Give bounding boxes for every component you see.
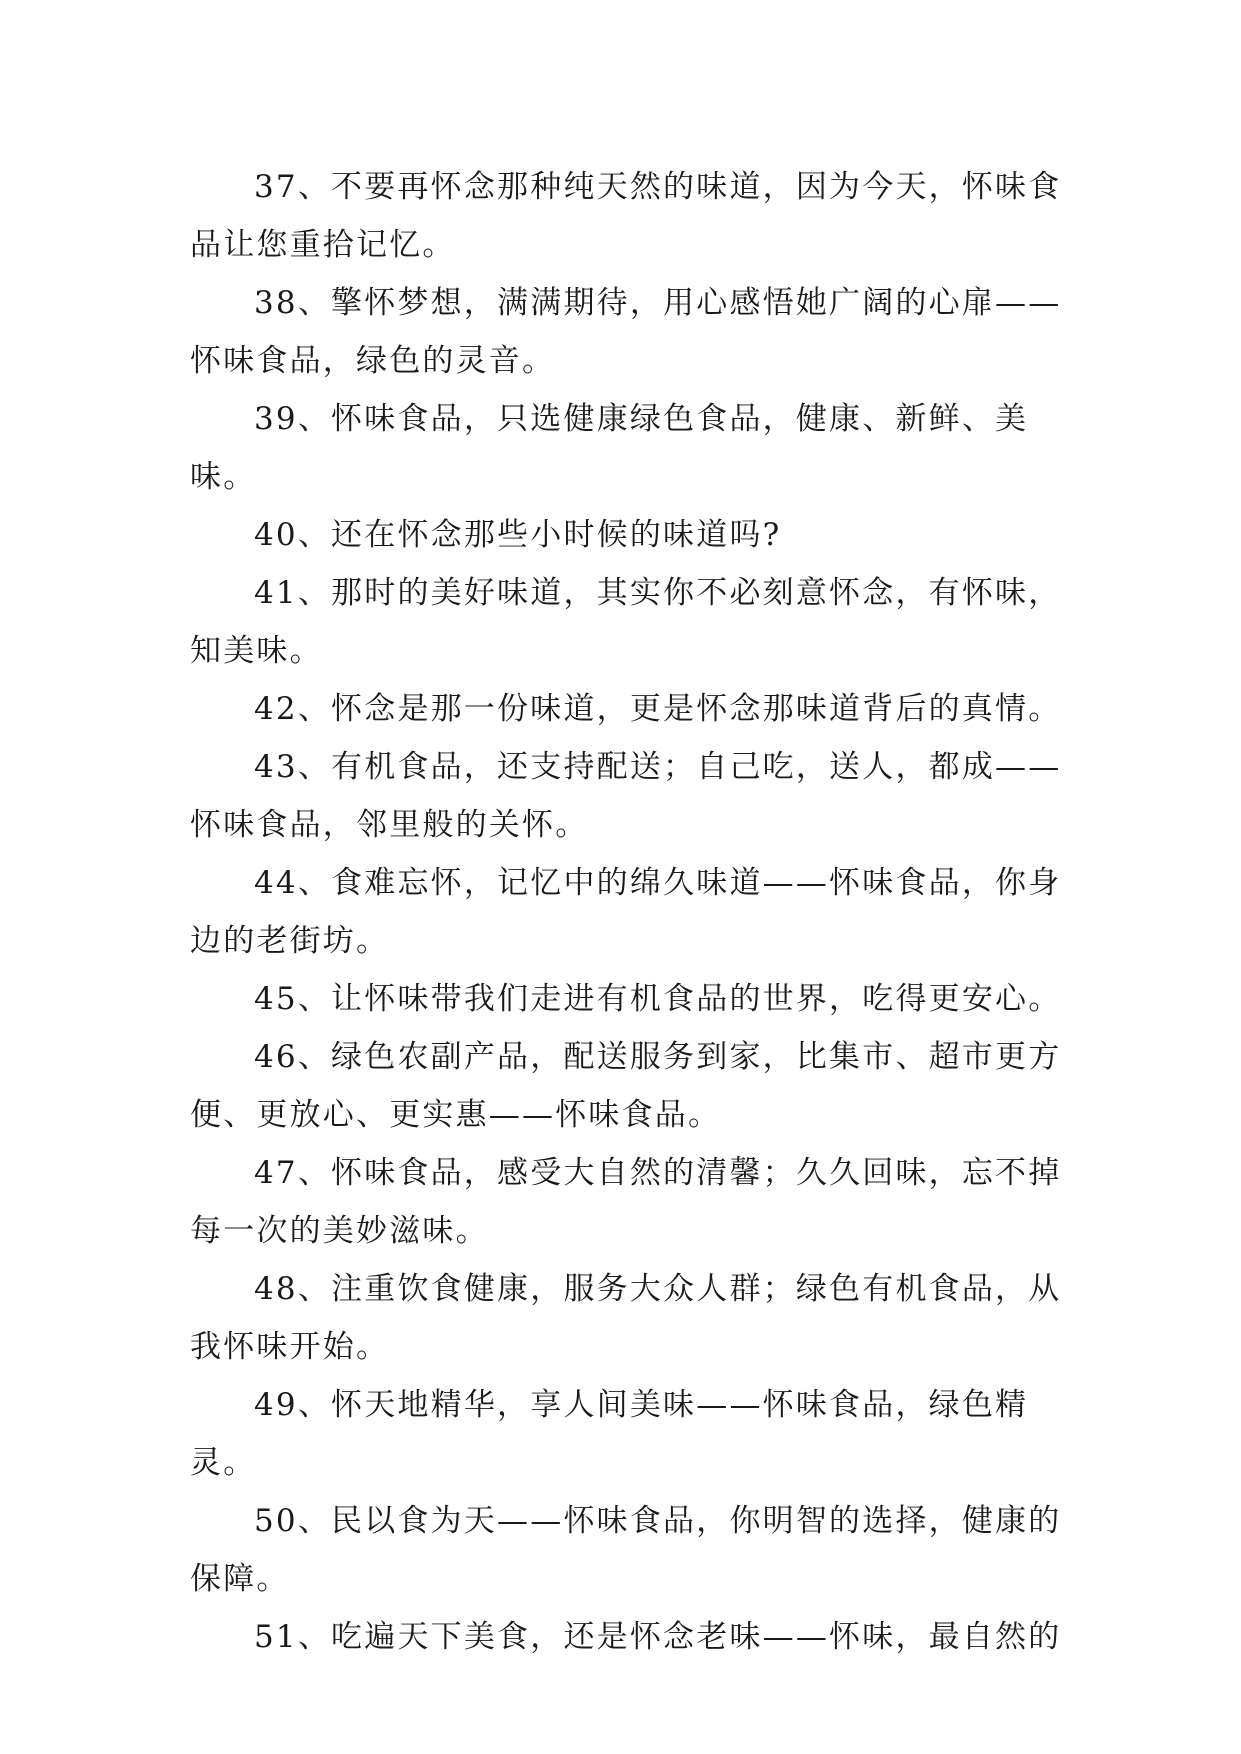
paragraph-46: 46、绿色农副产品，配送服务到家，比集市、超市更方便、更放心、更实惠——怀味食品。 <box>190 1039 1062 1133</box>
paragraph-38: 38、擎怀梦想，满满期待，用心感悟她广阔的心扉——怀味食品，绿色的灵音。 <box>190 285 1062 379</box>
paragraph-37: 37、不要再怀念那种纯天然的味道，因为今天，怀味食品让您重拾记忆。 <box>190 169 1062 263</box>
document-body <box>190 158 1070 1666</box>
paragraph-48: 48、注重饮食健康，服务大众人群；绿色有机食品，从我怀味开始。 <box>190 1271 1062 1365</box>
paragraph-50: 50、民以食为天——怀味食品，你明智的选择，健康的保障。 <box>190 1503 1062 1597</box>
paragraph-41: 41、那时的美好味道，其实你不必刻意怀念，有怀味，知美味。 <box>190 575 1062 669</box>
paragraph-39: 39、怀味食品，只选健康绿色食品，健康、新鲜、美味。 <box>190 401 1029 495</box>
paragraph-49: 49、怀天地精华，享人间美味——怀味食品，绿色精灵。 <box>190 1387 1029 1481</box>
paragraph-43: 43、有机食品，还支持配送；自己吃，送人，都成——怀味食品，邻里般的关怀。 <box>190 749 1062 843</box>
paragraph-44: 44、食难忘怀，记忆中的绵久味道——怀味食品，你身边的老街坊。 <box>190 865 1062 959</box>
paragraph-47: 47、怀味食品，感受大自然的清馨；久久回味，忘不掉每一次的美妙滋味。 <box>190 1155 1062 1249</box>
paragraph-51: 51、吃遍天下美食，还是怀念老味——怀味，最自然的 <box>254 1619 1062 1655</box>
paragraph-42: 42、怀念是那一份味道，更是怀念那味道背后的真情。 <box>254 691 1062 727</box>
paragraph-40: 40、还在怀念那些小时候的味道吗? <box>254 517 782 553</box>
paragraph-45: 45、让怀味带我们走进有机食品的世界，吃得更安心。 <box>254 981 1062 1017</box>
